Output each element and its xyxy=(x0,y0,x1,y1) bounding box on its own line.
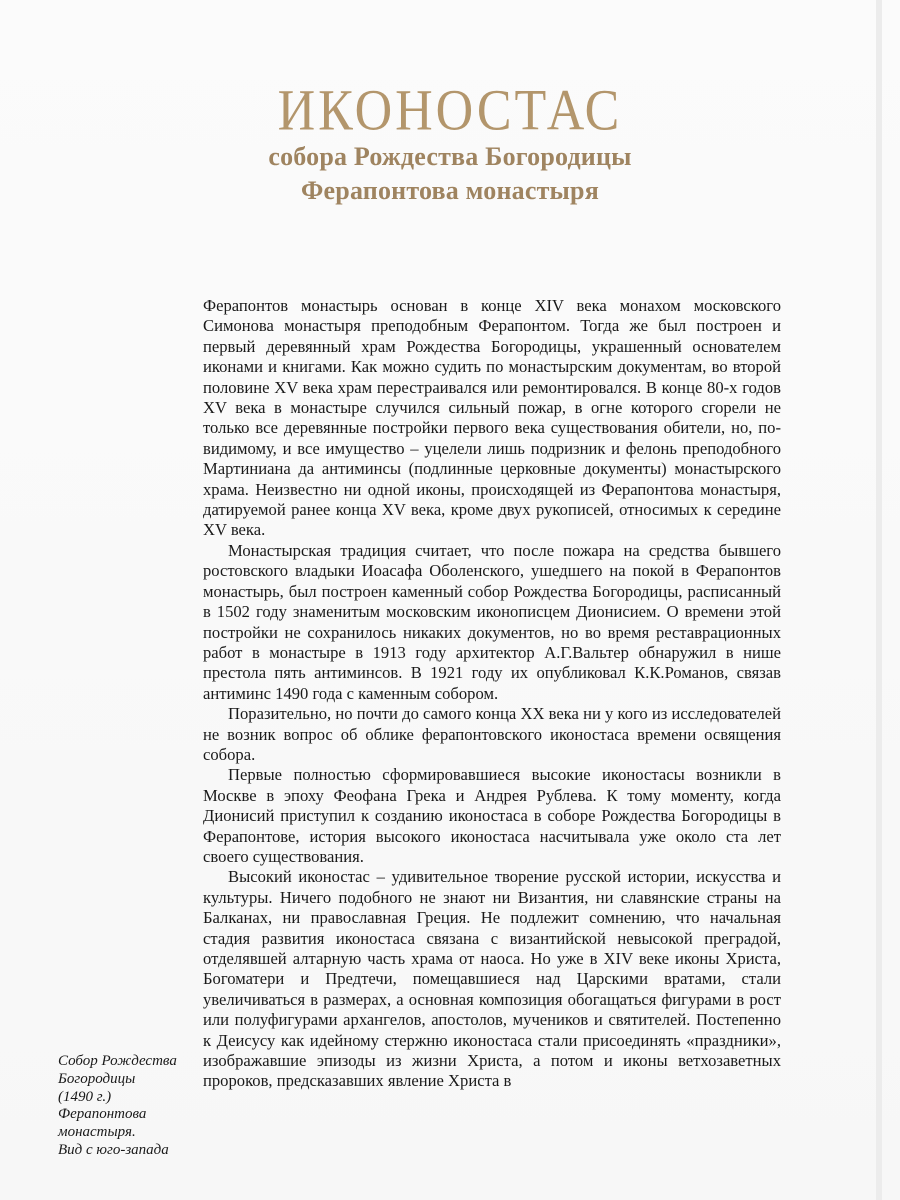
caption-line-3: (1490 г.) xyxy=(58,1088,112,1105)
caption-line-4: Ферапонтова xyxy=(58,1106,147,1123)
paragraph-3: Поразительно, но почти до самого конца XX века ни у кого из исследователей не возник вопрос об облике ферапонтовского иконостаса времени освящения собора. xyxy=(203,704,781,764)
caption-line-2: Богородицы xyxy=(58,1070,136,1087)
paragraph-1: Ферапонтов монастырь основан в конце XIV века монахом московского Симонова монастыря преподобным Ферапонтом. Тогда же был построен и первый деревянный храм Рождества Богородицы, украшенный основателем иконами и книгами. Как можно судить по монастырским документам, во второй половине XV века храм перестраивался или ремонтировался. В конце 80-х годов XV века в монастыре случился сильный пожар, в огне которого сгорели не только все деревянные постройки первого века существования обители, но, по-видимому, и все имущество – уцелели лишь подризник и фелонь преподобного Мартиниана да антиминсы (подлинные церковные документы) монастырского храма. Неизвестно ни одной иконы, происходящей из Ферапонтова монастыря, датируемой ранее конца XV века, кроме двух рукописей, относимых к середине XV века. xyxy=(203,296,781,540)
paragraph-2: Монастырская традиция считает, что после пожара на средства бывшего ростовского владыки Иоасафа Оболенского, ушедшего на покой в Ферапонтов монастырь, был построен каменный собор Рождества Богородицы, расписанный в 1502 году знаменитым московским иконописцем Дионисием. О времени этой постройки не сохранилось никаких документов, но во время реставрационных работ в монастыре в 1913 году архитектор А.Г.Вальтер обнаружил в нише престола пять антиминсов. В 1921 году их опубликовал К.К.Романов, связав антиминс 1490 года с каменным собором. xyxy=(203,540,781,703)
page-title: ИКОНОСТАС xyxy=(277,79,623,143)
paragraph-5: Высокий иконостас – удивительное творение русской истории, искусства и культуры. Ничего подобного не знают ни Византия, ни славянские страны на Балканах, ни православная Греция. Не подлежит сомнению, что начальная стадия развития иконостаса связана с византийской невысокой преградой, отделявшей алтарную часть храма от наоса. Но уже в XIV веке иконы Христа, Богоматери и Предтечи, помещавшиеся над Царскими вратами, стали увеличиваться в размерах, а основная композиция обогащаться фигурами в рост или полуфигурами архангелов, апостолов, мучеников и святителей. Постепенно к Деисусу как идейному стержню иконостаса стали присоединять «праздники», изображавшие эпизоды из жизни Христа, а потом и иконы ветхозаветных пророков, предсказавших явление Христа в xyxy=(203,867,781,1091)
page-subtitle-line-2: Ферапонтова монастыря xyxy=(301,176,599,205)
caption-line-6: Вид с юго-запада xyxy=(58,1141,169,1158)
article-body xyxy=(203,296,781,1092)
caption-line-5: монастыря. xyxy=(58,1124,136,1141)
paragraph-4: Первые полностью сформировавшиеся высокие иконостасы возникли в Москве в эпоху Феофана Грека и Андрея Рублева. К тому моменту, когда Дионисий приступил к созданию иконостаса в соборе Рождества Богородицы в Ферапонтове, история высокого иконостаса насчитывала уже около ста лет своего существования. xyxy=(203,765,781,866)
image-caption xyxy=(58,1053,198,1160)
caption-line-1: Собор Рождества xyxy=(58,1053,177,1069)
page-subtitle-line-1: собора Рождества Богородицы xyxy=(268,142,632,171)
